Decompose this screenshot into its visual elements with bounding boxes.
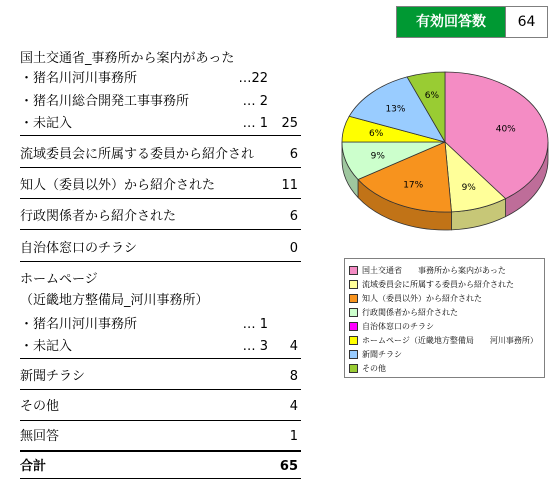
row-value: 6 [289, 147, 298, 162]
legend-swatch [349, 294, 358, 303]
row-value: 0 [289, 241, 298, 256]
row-value: 4 [289, 399, 298, 414]
group1-sub-count: … 2 [242, 94, 268, 109]
legend-swatch [349, 266, 358, 275]
legend-entry [349, 292, 482, 305]
pie-slice-label: 9% [370, 151, 385, 162]
legend-swatch [349, 322, 358, 331]
row-value: 11 [281, 178, 298, 193]
legend-swatch [349, 308, 358, 317]
legend-entry [349, 320, 434, 333]
valid-responses-label: 有効回答数 [397, 7, 505, 37]
group1-title: 国土交通省_事務所から案内があった [20, 51, 235, 66]
legend-entry [349, 334, 538, 347]
pie-slice-label: 17% [403, 180, 424, 191]
group2-total: 4 [289, 339, 298, 354]
row-divider [20, 358, 301, 359]
row-label: 行政関係者から紹介された [20, 209, 177, 224]
group1-sub-label: ・猪名川総合開発工事事務所 [20, 94, 190, 109]
pie-chart [330, 60, 560, 250]
row-divider [20, 167, 301, 168]
group2-sub-label: ・猪名川河川事務所 [20, 317, 138, 332]
pie-slice-label: 40% [495, 124, 516, 135]
legend-swatch [349, 336, 358, 345]
row-divider [20, 229, 301, 230]
group1-sub-label: ・猪名川河川事務所 [20, 71, 138, 86]
group2-sub-count: … 1 [242, 317, 268, 332]
row-label: 流域委員会に所属する委員から紹介され [20, 147, 255, 162]
group2-title-detail: （近畿地方整備局_河川事務所） [20, 293, 209, 308]
valid-responses-box [396, 6, 548, 38]
group1-sub-count: …22 [238, 71, 268, 86]
row-divider [20, 135, 301, 136]
legend-label: 国土交通省 事務所から案内があった [362, 266, 506, 275]
group2-sub-label: ・未記入 [20, 339, 73, 354]
row-divider [20, 198, 301, 199]
legend-entry [349, 306, 458, 319]
group1-sub-count: … 1 [242, 116, 268, 131]
row-label: 自治体窓口のチラシ [20, 241, 138, 256]
legend-swatch [349, 364, 358, 373]
legend-entry [349, 264, 506, 277]
pie-slice-label: 6% [369, 129, 384, 140]
row-value: 6 [289, 209, 298, 224]
row-label: 新聞チラシ [20, 369, 86, 384]
legend-label: 行政関係者から紹介された [362, 308, 458, 317]
row-label: 知人（委員以外）から紹介された [20, 178, 216, 193]
legend-label: 流域委員会に所属する委員から紹介された [362, 280, 514, 289]
row-divider [20, 420, 301, 421]
row-value: 1 [289, 429, 298, 444]
group2-title: ホームページ [20, 272, 98, 287]
legend-swatch [349, 350, 358, 359]
row-value: 8 [289, 369, 298, 384]
total-label: 合計 [20, 459, 47, 474]
valid-responses-value: 64 [505, 7, 547, 37]
legend-label: ホームページ（近畿地方整備局 河川事務所） [362, 336, 538, 345]
pie-slice-label: 6% [424, 91, 440, 102]
row-divider [20, 389, 301, 390]
legend-label: 新聞チラシ [362, 350, 402, 359]
legend-label: その他 [362, 364, 386, 373]
row-divider [20, 261, 301, 262]
legend-entry [349, 362, 386, 375]
legend-label: 知人（委員以外）から紹介された [362, 294, 482, 303]
group1-total: 25 [281, 116, 298, 131]
pie-slice-label: 13% [385, 104, 406, 115]
row-divider [20, 450, 301, 452]
pie-slice-label: 9% [461, 182, 476, 193]
total-value: 65 [279, 459, 298, 474]
legend-swatch [349, 280, 358, 289]
group2-sub-count: … 3 [242, 339, 268, 354]
legend-entry [349, 348, 402, 361]
group1-sub-label: ・未記入 [20, 116, 73, 131]
row-label: 無回答 [20, 429, 60, 444]
legend-label: 自治体窓口のチラシ [362, 322, 434, 331]
chart-legend [344, 258, 545, 378]
row-divider [20, 478, 301, 479]
row-label: その他 [20, 399, 60, 414]
legend-entry [349, 278, 514, 291]
